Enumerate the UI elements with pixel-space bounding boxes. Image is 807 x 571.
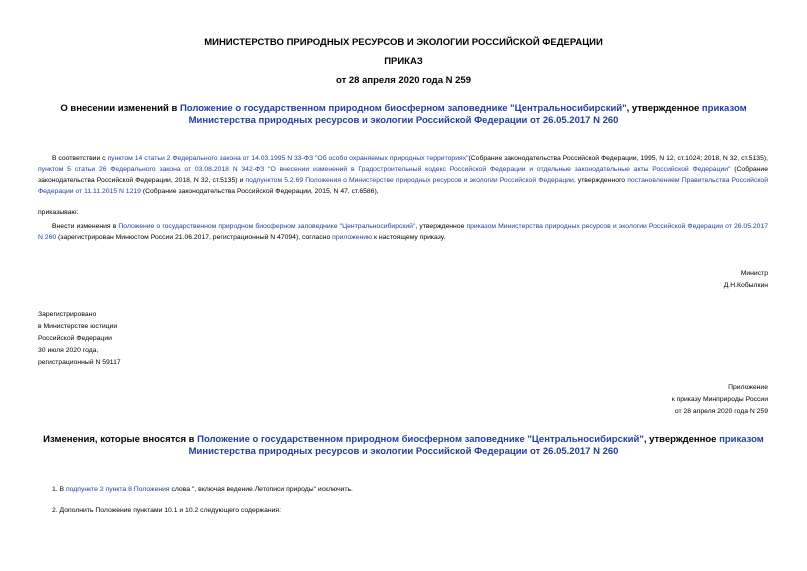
item-text: слова ", включая ведение Летописи природы" исключить. xyxy=(169,486,353,493)
link-order-260[interactable]: приказом Министерства природных ресурсов и экологии Российской Федерации от 26.05.2017 N 260 xyxy=(38,223,768,241)
order-heading: ПРИКАЗ xyxy=(384,56,423,67)
link-appendix[interactable]: приложению xyxy=(332,234,373,241)
paragraph-text: (Собрание законодательства Российской Федерации, 2018, N 32, ст.5135) и xyxy=(38,166,768,184)
item-text: 1. В xyxy=(52,486,66,493)
link-reserve-regulation[interactable]: Положение о государственном природном биосферном заповеднике "Центральносибирский" xyxy=(118,223,416,230)
title-text: Изменения, которые вносятся в xyxy=(43,434,198,445)
registration-line: Российской Федерации xyxy=(38,335,112,342)
signature-name: Д.Н.Кобылкин xyxy=(723,282,768,289)
registration-line: в Министерстве юстиции xyxy=(38,323,118,330)
item-text: 2. Дополнить Положение пунктами 10.1 и 10.2 следующего содержания: xyxy=(52,507,281,514)
document-title xyxy=(40,103,767,127)
registration-line: Зарегистрировано xyxy=(38,311,97,318)
change-item-1 xyxy=(52,486,353,493)
signature-block xyxy=(568,268,768,292)
paragraph-text: , утвержденное xyxy=(415,223,467,230)
appendix-header xyxy=(518,382,768,418)
title-text: , утвержденное xyxy=(643,434,720,445)
order-word: приказываю: xyxy=(38,209,79,216)
changes-link-order[interactable]: приказом Министерства природных ресурсов и экологии Российской Федерации от 26.05.2017 N 260 xyxy=(188,434,764,457)
title-link-regulation[interactable]: Положение о государственном природном биосферном заповеднике "Центральносибирский" xyxy=(179,103,627,114)
appendix-line: к приказу Минприроды России xyxy=(671,396,768,403)
link-subpoint-2-point-8[interactable]: подпункте 2 пункта 8 Положения xyxy=(65,486,170,493)
paragraph-text: (Собрание законодательства Российской Федерации, 1995, N 12, ст.1024; 2018, N 32, ст.5135), xyxy=(468,155,769,162)
link-federal-law-342[interactable]: пунктом 5 статьи 26 Федерального закона от 03.08.2018 N 342-ФЗ "О внесении изменений в Градостроительный кодекс Российской Федерации и отдельные законодательные акты Российской Федерации" xyxy=(38,166,731,173)
changes-title xyxy=(40,434,767,458)
link-government-decree[interactable]: постановлением Правительства Российской Федерации от 11.11.2015 N 1219 xyxy=(38,177,768,195)
title-text: , утвержденное xyxy=(626,103,702,114)
change-item-2 xyxy=(52,507,281,514)
preamble-paragraph xyxy=(38,153,768,197)
paragraph-text: (Собрание законодательства Российской Федерации, 2015, N 47, ст.6586), xyxy=(140,188,379,195)
registration-block xyxy=(38,309,238,369)
order-date-number: от 28 апреля 2020 года N 259 xyxy=(336,75,471,86)
title-link-order[interactable]: приказом Министерства природных ресурсов и экологии Российской Федерации от 26.05.2017 N 260 xyxy=(188,103,747,126)
paragraph-text: Внести изменения в xyxy=(52,223,119,230)
link-ministry-regulation[interactable]: подпунктом 5.2.69 Положения о Министерстве природных ресурсов и экологии Российской Федерации xyxy=(245,177,574,184)
paragraph-text: к настоящему приказу. xyxy=(372,234,446,241)
registration-line: регистрационный N 59117 xyxy=(38,359,121,366)
ministry-heading: МИНИСТЕРСТВО ПРИРОДНЫХ РЕСУРСОВ И ЭКОЛОГИИ РОССИЙСКОЙ ФЕДЕРАЦИИ xyxy=(204,37,603,48)
link-federal-law-33[interactable]: пунктом 14 статьи 2 Федерального закона от 14.03.1995 N 33-ФЗ "Об особо охраняемых природных территориях" xyxy=(107,155,469,162)
changes-link-regulation[interactable]: Положение о государственном природном биосферном заповеднике "Центральносибирский" xyxy=(197,434,644,445)
registration-line: 30 июля 2020 года, xyxy=(38,347,99,354)
paragraph-text: В соответствии с xyxy=(52,155,108,162)
paragraph-text: , утвержденного xyxy=(573,177,628,184)
appendix-line: Приложение xyxy=(728,384,768,391)
order-paragraph xyxy=(38,221,768,243)
title-text: О внесении изменений в xyxy=(60,103,180,114)
signature-position: Министр xyxy=(740,270,768,277)
paragraph-text: (зарегистрирован Минюстом России 21.06.2017, регистрационный N 47094), согласно xyxy=(56,234,333,241)
appendix-line: от 28 апреля 2020 года N 259 xyxy=(674,408,768,415)
